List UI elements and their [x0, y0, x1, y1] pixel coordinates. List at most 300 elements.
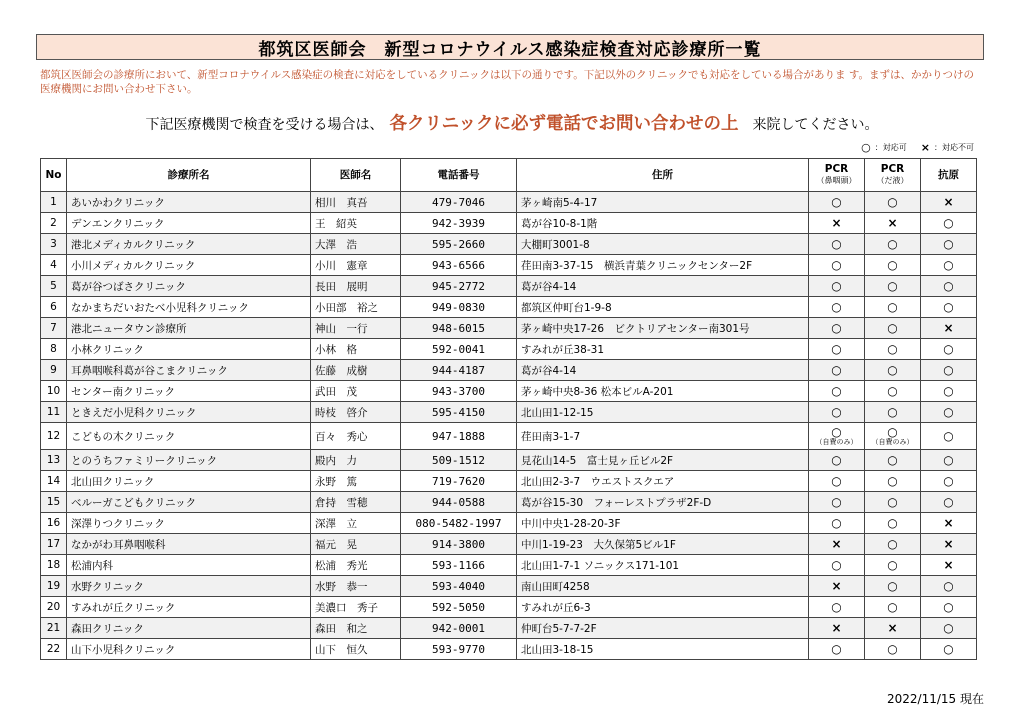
table-row: [41, 276, 977, 297]
row-clinic-name: [67, 360, 311, 381]
row-clinic-name: [67, 471, 311, 492]
row-pcr-nasal-value: ×: [831, 537, 842, 551]
row-antigen: [921, 339, 977, 360]
row-pcr-nasal: [809, 402, 865, 423]
row-phone-value: 914-3800: [432, 537, 485, 551]
row-address: [517, 534, 809, 555]
row-pcr-saliva: [865, 276, 921, 297]
legend-ng-symbol: ×: [920, 141, 930, 154]
row-no-value: 17: [46, 538, 61, 550]
table-row: [41, 255, 977, 276]
row-pcr-saliva-value: ○: [887, 195, 898, 209]
row-doctor-name-value: 倉持 雪穂: [315, 496, 368, 509]
row-doctor-name-value: 佐藤 成樹: [315, 364, 368, 377]
row-phone-value: 719-7620: [432, 474, 485, 488]
callout: [0, 110, 1024, 135]
row-no: [41, 576, 67, 597]
row-clinic-name-value: 松浦内科: [71, 559, 113, 572]
row-antigen: [921, 402, 977, 423]
row-clinic-name: [67, 513, 311, 534]
row-pcr-saliva-value: ○: [887, 474, 898, 488]
row-clinic-name: [67, 276, 311, 297]
row-no-value: 13: [46, 454, 61, 466]
row-clinic-name: [67, 555, 311, 576]
row-address: [517, 234, 809, 255]
col-doctor: 医師名: [311, 159, 401, 192]
row-doctor-name-value: 松浦 秀光: [315, 559, 368, 572]
row-doctor-name: [311, 555, 401, 576]
row-pcr-nasal: [809, 450, 865, 471]
row-phone-value: 593-9770: [432, 642, 485, 656]
row-pcr-nasal-value: ○: [831, 425, 842, 439]
row-pcr-nasal-value: ○: [831, 363, 842, 377]
row-no-value: 3: [50, 238, 57, 250]
row-antigen: [921, 534, 977, 555]
row-phone-value: 595-4150: [432, 405, 485, 419]
row-antigen-value: ○: [943, 300, 954, 314]
row-antigen-value: ○: [943, 258, 954, 272]
col-clinic: 診療所名: [67, 159, 311, 192]
row-pcr-saliva: [865, 639, 921, 660]
row-pcr-nasal-value: ○: [831, 279, 842, 293]
row-address: [517, 213, 809, 234]
row-address-value: 葛が谷10-8-1階: [521, 217, 598, 230]
row-doctor-name-value: 深澤 立: [315, 517, 357, 530]
row-pcr-saliva-value: ○: [887, 405, 898, 419]
row-phone: [401, 213, 517, 234]
row-address: [517, 255, 809, 276]
row-address: [517, 513, 809, 534]
row-doctor-name: [311, 576, 401, 597]
row-doctor-name: [311, 360, 401, 381]
row-pcr-nasal-value: ×: [831, 579, 842, 593]
row-clinic-name-value: 港北メディカルクリニック: [71, 238, 196, 251]
row-doctor-name-value: 神山 一行: [315, 322, 368, 335]
row-phone: [401, 423, 517, 450]
row-antigen-value: ×: [943, 195, 954, 209]
table-row: [41, 213, 977, 234]
row-phone-value: 948-6015: [432, 321, 485, 335]
row-pcr-nasal: [809, 639, 865, 660]
row-doctor-name: [311, 297, 401, 318]
row-clinic-name: [67, 423, 311, 450]
row-clinic-name-value: あいかわクリニック: [71, 196, 165, 209]
row-pcr-saliva-value: ○: [887, 537, 898, 551]
row-doctor-name: [311, 381, 401, 402]
row-pcr-saliva-value: ○: [887, 453, 898, 467]
row-no: [41, 255, 67, 276]
row-antigen: [921, 639, 977, 660]
row-antigen-value: ○: [943, 600, 954, 614]
row-doctor-name: [311, 618, 401, 639]
row-phone: [401, 276, 517, 297]
row-antigen-value: ○: [943, 495, 954, 509]
row-no: [41, 276, 67, 297]
row-no-value: 4: [50, 259, 57, 271]
row-address: [517, 639, 809, 660]
row-clinic-name: [67, 381, 311, 402]
row-phone-value: 509-1512: [432, 453, 485, 467]
row-doctor-name: [311, 450, 401, 471]
row-phone: [401, 618, 517, 639]
legend-ok-symbol: ○: [861, 141, 871, 154]
row-address-value: 北山田1-7-1 ソニックス171-101: [521, 559, 680, 572]
row-phone-value: 947-1888: [432, 429, 485, 443]
row-no: [41, 618, 67, 639]
page-title-bar: [36, 34, 984, 60]
col-pcr-nasal: [809, 159, 865, 192]
col-pcr-saliva: [865, 159, 921, 192]
row-clinic-name-value: 山下小児科クリニック: [71, 643, 176, 656]
row-no: [41, 381, 67, 402]
table-row: [41, 339, 977, 360]
row-clinic-name-value: 小林クリニック: [71, 343, 144, 356]
row-doctor-name-value: 美濃口 秀子: [315, 601, 378, 614]
row-clinic-name-value: とのうちファミリークリニック: [71, 454, 218, 467]
row-pcr-nasal: [809, 423, 865, 450]
row-pcr-saliva-value: ○: [887, 321, 898, 335]
row-doctor-name: [311, 213, 401, 234]
row-doctor-name-value: 永野 篤: [315, 475, 357, 488]
row-pcr-saliva: [865, 339, 921, 360]
row-no: [41, 492, 67, 513]
row-doctor-name: [311, 597, 401, 618]
row-doctor-name: [311, 471, 401, 492]
row-address-value: 都筑区仲町台1-9-8: [521, 301, 612, 314]
row-address: [517, 339, 809, 360]
row-pcr-saliva-value: ○: [887, 425, 898, 439]
row-clinic-name: [67, 339, 311, 360]
row-pcr-saliva: [865, 318, 921, 339]
row-clinic-name-value: 北山田クリニック: [71, 475, 155, 488]
col-address: 住所: [517, 159, 809, 192]
row-clinic-name: [67, 618, 311, 639]
row-phone: [401, 555, 517, 576]
row-doctor-name: [311, 192, 401, 213]
table-row: [41, 360, 977, 381]
row-pcr-nasal: [809, 555, 865, 576]
row-clinic-name: [67, 492, 311, 513]
row-address-value: 茅ヶ崎中央17-26 ビクトリアセンター南301号: [521, 322, 750, 335]
row-address-value: 北山田2-3-7 ウエストスクエア: [521, 475, 675, 488]
row-pcr-saliva: [865, 213, 921, 234]
row-no-value: 19: [46, 580, 61, 592]
row-pcr-nasal: [809, 534, 865, 555]
row-address-value: 南山田町4258: [521, 580, 590, 593]
row-no-value: 7: [50, 322, 57, 334]
row-address: [517, 192, 809, 213]
row-no: [41, 360, 67, 381]
row-no: [41, 534, 67, 555]
row-clinic-name-value: 水野クリニック: [71, 580, 144, 593]
row-pcr-nasal-value: ○: [831, 384, 842, 398]
row-doctor-name-value: 小川 憲章: [315, 259, 368, 272]
legend-ok-label: ：対応可: [874, 143, 907, 152]
row-antigen-value: ○: [943, 429, 954, 443]
row-phone-value: 592-5050: [432, 600, 485, 614]
row-clinic-name-value: ベルーガこどもクリニック: [71, 496, 197, 509]
row-no-value: 2: [50, 217, 57, 229]
legend-ng-label: ：対応不可: [934, 143, 974, 152]
row-antigen: [921, 276, 977, 297]
row-clinic-name-value: 港北ニュータウン診療所: [71, 322, 187, 335]
row-phone: [401, 576, 517, 597]
row-address: [517, 297, 809, 318]
row-address: [517, 618, 809, 639]
row-pcr-saliva: [865, 576, 921, 597]
row-address: [517, 597, 809, 618]
row-address-value: 中川1-19-23 大久保第5ビル1F: [521, 538, 676, 551]
table-row: [41, 534, 977, 555]
row-pcr-nasal-value: ○: [831, 453, 842, 467]
row-doctor-name-value: 山下 恒久: [315, 643, 368, 656]
row-address-value: 仲町台5-7-7-2F: [521, 622, 597, 635]
table-row: [41, 492, 977, 513]
row-address-value: すみれが丘38-31: [521, 343, 605, 356]
row-doctor-name: [311, 492, 401, 513]
row-antigen-value: ○: [943, 279, 954, 293]
row-pcr-nasal-value: ○: [831, 342, 842, 356]
row-pcr-saliva: [865, 618, 921, 639]
row-address-value: 荏田南3-1-7: [521, 430, 581, 443]
row-no-value: 6: [50, 301, 57, 313]
row-pcr-nasal-value: ○: [831, 516, 842, 530]
row-pcr-saliva-value: ×: [887, 216, 898, 230]
row-no: [41, 402, 67, 423]
row-clinic-name: [67, 234, 311, 255]
row-pcr-saliva: [865, 297, 921, 318]
row-clinic-name: [67, 597, 311, 618]
row-antigen: [921, 318, 977, 339]
row-no-value: 5: [50, 280, 57, 292]
row-doctor-name-value: 小林 格: [315, 343, 357, 356]
col-antigen: 抗原: [921, 159, 977, 192]
row-address-value: 中川中央1-28-20-3F: [521, 517, 621, 530]
row-pcr-nasal: [809, 213, 865, 234]
row-pcr-nasal-value: ○: [831, 600, 842, 614]
table-row: [41, 471, 977, 492]
row-pcr-nasal-value: ○: [831, 237, 842, 251]
row-phone: [401, 381, 517, 402]
row-pcr-saliva-value: ○: [887, 342, 898, 356]
row-pcr-saliva: [865, 234, 921, 255]
row-doctor-name-value: 相川 真吾: [315, 196, 368, 209]
row-address-value: 荏田南3-37-15 横浜青葉クリニックセンター2F: [521, 259, 753, 272]
row-phone: [401, 339, 517, 360]
row-address-value: 北山田1-12-15: [521, 406, 594, 419]
row-pcr-nasal: [809, 255, 865, 276]
row-clinic-name-value: 森田クリニック: [71, 622, 144, 635]
row-address: [517, 276, 809, 297]
row-antigen: [921, 597, 977, 618]
row-pcr-nasal: [809, 381, 865, 402]
callout-before: 下記医療機関で検査を受ける場合は、: [145, 117, 384, 133]
row-clinic-name: [67, 192, 311, 213]
row-phone: [401, 360, 517, 381]
row-pcr-nasal-value: ○: [831, 258, 842, 272]
row-antigen-value: ○: [943, 642, 954, 656]
row-address: [517, 318, 809, 339]
row-pcr-saliva-value: ○: [887, 279, 898, 293]
row-phone-value: 942-0001: [432, 621, 485, 635]
row-no: [41, 213, 67, 234]
row-pcr-nasal: [809, 276, 865, 297]
row-pcr-saliva: [865, 450, 921, 471]
row-antigen-value: ○: [943, 342, 954, 356]
row-phone-value: 593-4040: [432, 579, 485, 593]
table-row: [41, 597, 977, 618]
row-pcr-saliva: [865, 471, 921, 492]
row-pcr-nasal: [809, 618, 865, 639]
row-phone: [401, 597, 517, 618]
row-phone: [401, 297, 517, 318]
row-address: [517, 381, 809, 402]
row-phone: [401, 450, 517, 471]
row-pcr-nasal-value: ○: [831, 474, 842, 488]
row-antigen: [921, 234, 977, 255]
row-pcr-saliva: [865, 360, 921, 381]
row-pcr-nasal: [809, 339, 865, 360]
row-no: [41, 471, 67, 492]
clinic-table: [40, 158, 977, 660]
row-antigen-value: ○: [943, 453, 954, 467]
row-no: [41, 555, 67, 576]
row-antigen-value: ○: [943, 237, 954, 251]
row-pcr-saliva-value: ○: [887, 579, 898, 593]
row-clinic-name: [67, 534, 311, 555]
row-clinic-name-value: すみれが丘クリニック: [71, 601, 176, 614]
row-phone: [401, 318, 517, 339]
row-doctor-name: [311, 513, 401, 534]
row-address: [517, 471, 809, 492]
row-pcr-saliva-value: ○: [887, 384, 898, 398]
row-no-value: 18: [46, 559, 61, 571]
row-pcr-saliva-value: ○: [887, 258, 898, 272]
row-address: [517, 360, 809, 381]
row-clinic-name: [67, 576, 311, 597]
row-no: [41, 597, 67, 618]
row-pcr-saliva-value: ○: [887, 600, 898, 614]
callout-after: 来院してください。: [752, 117, 879, 133]
row-address-value: 葛が谷4-14: [521, 280, 577, 293]
table-row: [41, 618, 977, 639]
row-pcr-saliva-value: ○: [887, 363, 898, 377]
row-pcr-nasal: [809, 492, 865, 513]
row-no: [41, 192, 67, 213]
row-pcr-saliva-value: ○: [887, 495, 898, 509]
row-doctor-name: [311, 639, 401, 660]
row-address-value: 葛が谷15-30 フォーレストプラザ2F-D: [521, 496, 712, 509]
row-pcr-nasal: [809, 297, 865, 318]
table-body: [41, 192, 977, 660]
row-clinic-name-value: センター南クリニック: [71, 385, 175, 398]
row-pcr-saliva: [865, 597, 921, 618]
row-no-value: 21: [46, 622, 61, 634]
table-row: [41, 555, 977, 576]
table-row: [41, 192, 977, 213]
row-pcr-saliva: [865, 534, 921, 555]
row-pcr-saliva: [865, 513, 921, 534]
row-phone-value: 080-5482-1997: [415, 516, 502, 530]
row-doctor-name-value: 時枝 啓介: [315, 406, 368, 419]
row-antigen: [921, 555, 977, 576]
row-pcr-nasal: [809, 234, 865, 255]
row-pcr-nasal-value: ○: [831, 321, 842, 335]
row-phone-value: 944-0588: [432, 495, 485, 509]
row-phone-value: 943-6566: [432, 258, 485, 272]
table-row: [41, 318, 977, 339]
row-pcr-saliva: [865, 555, 921, 576]
row-antigen-value: ×: [943, 321, 954, 335]
row-no: [41, 297, 67, 318]
row-doctor-name-value: 王 紹英: [315, 217, 357, 230]
col-pcr-nasal-sub: （鼻咽頭）: [816, 176, 857, 185]
row-address-value: 葛が谷4-14: [521, 364, 577, 377]
row-no: [41, 513, 67, 534]
row-no: [41, 450, 67, 471]
callout-emphasis: 各クリニックに必ず電話でお問い合わせの上: [389, 114, 739, 134]
row-clinic-name-value: デンエンクリニック: [71, 217, 165, 230]
row-pcr-nasal-value: ○: [831, 405, 842, 419]
self-pay-note: （自費のみ）: [871, 438, 914, 446]
row-antigen-value: ○: [943, 363, 954, 377]
row-antigen: [921, 255, 977, 276]
row-address-value: 大棚町3001-8: [521, 238, 590, 251]
table-row: [41, 381, 977, 402]
row-antigen-value: ○: [943, 621, 954, 635]
row-antigen-value: ×: [943, 516, 954, 530]
row-doctor-name-value: 水野 恭一: [315, 580, 368, 593]
row-antigen: [921, 297, 977, 318]
row-no-value: 22: [46, 643, 61, 655]
row-antigen-value: ○: [943, 579, 954, 593]
row-no-value: 9: [50, 364, 57, 376]
row-pcr-saliva: [865, 402, 921, 423]
row-phone-value: 593-1166: [432, 558, 485, 572]
row-phone-value: 942-3939: [432, 216, 485, 230]
row-phone-value: 595-2660: [432, 237, 485, 251]
row-doctor-name: [311, 402, 401, 423]
row-antigen: [921, 513, 977, 534]
row-doctor-name-value: 武田 茂: [315, 385, 357, 398]
row-doctor-name-value: 福元 晃: [315, 538, 357, 551]
table-row: [41, 423, 977, 450]
row-no-value: 14: [46, 475, 61, 487]
table-row: [41, 297, 977, 318]
row-antigen: [921, 381, 977, 402]
row-pcr-nasal: [809, 192, 865, 213]
row-doctor-name-value: 大澤 浩: [315, 238, 357, 251]
row-pcr-nasal: [809, 318, 865, 339]
row-no: [41, 423, 67, 450]
row-pcr-nasal-value: ○: [831, 195, 842, 209]
row-clinic-name: [67, 402, 311, 423]
row-address: [517, 576, 809, 597]
row-clinic-name: [67, 297, 311, 318]
row-antigen: [921, 492, 977, 513]
row-pcr-nasal: [809, 513, 865, 534]
row-pcr-nasal: [809, 360, 865, 381]
self-pay-note: （自費のみ）: [815, 438, 858, 446]
row-phone-value: 944-4187: [432, 363, 485, 377]
row-doctor-name-value: 森田 和之: [315, 622, 368, 635]
col-pcr-nasal-label: PCR: [824, 163, 849, 175]
row-pcr-nasal-value: ○: [831, 558, 842, 572]
row-antigen: [921, 576, 977, 597]
row-pcr-saliva: [865, 255, 921, 276]
row-antigen: [921, 423, 977, 450]
row-phone: [401, 492, 517, 513]
